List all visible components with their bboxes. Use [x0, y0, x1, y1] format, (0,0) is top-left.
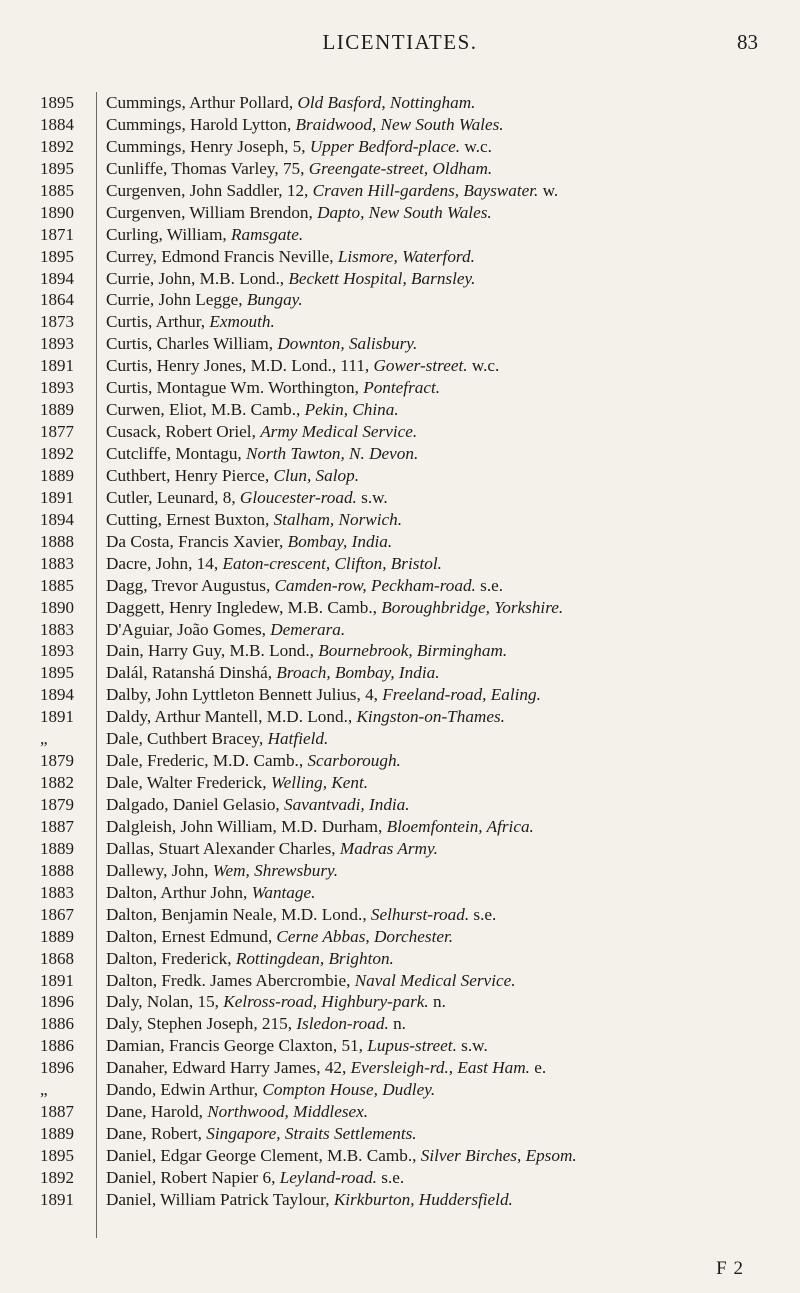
- entry-name: Dale, Walter Frederick,: [106, 773, 271, 793]
- entry-name: Daly, Stephen Joseph, 215,: [106, 1014, 297, 1034]
- list-item: [0, 1123, 800, 1145]
- entry-year: 1896: [40, 992, 74, 1012]
- list-item: [0, 597, 800, 619]
- entry-year: 1885: [40, 575, 74, 595]
- entry-text: [106, 1079, 788, 1101]
- entry-text: [106, 531, 788, 553]
- entry-address: Compton House, Dudley.: [262, 1080, 436, 1100]
- running-title: LICENTIATES.: [322, 30, 478, 54]
- entry-text: [106, 1167, 788, 1189]
- entry-year: 1864: [40, 290, 74, 310]
- entry-name: Dacre, John, 14,: [106, 553, 223, 573]
- entry-year: 1887: [40, 816, 74, 836]
- entry-name: Currie, John, M.B. Lond.,: [106, 268, 289, 288]
- entry-text: [106, 619, 788, 641]
- entry-text: [106, 1013, 788, 1035]
- list-item: [0, 904, 800, 926]
- entry-year: 1894: [40, 685, 74, 705]
- entry-year: 1877: [40, 422, 74, 442]
- entry-address: North Tawton, N. Devon.: [246, 444, 419, 463]
- entry-address: Naval Medical Service.: [354, 970, 516, 990]
- entry-address: Wem, Shrewsbury.: [212, 860, 339, 880]
- list-item: [0, 355, 800, 377]
- entry-name: Dalton, Frederick,: [106, 948, 236, 968]
- entry-address: Dapto, New South Wales.: [317, 202, 492, 222]
- entry-text: [106, 1123, 788, 1145]
- list-item: [0, 970, 800, 992]
- entry-year: 1879: [40, 795, 74, 814]
- entry-postal-district: n.: [388, 1014, 406, 1034]
- entry-postal-district: w.: [538, 180, 559, 200]
- entry-name: Curgenven, William Brendon,: [106, 202, 318, 222]
- list-item: [0, 948, 800, 970]
- entry-name: Curgenven, John Saddler, 12,: [106, 180, 313, 200]
- entry-year: 1871: [40, 224, 74, 244]
- list-item: [0, 860, 800, 882]
- entry-year: 1893: [40, 641, 74, 661]
- entry-name: Daniel, Edgar George Clement, M.B. Camb.,: [106, 1146, 421, 1165]
- entry-year: 1888: [40, 860, 74, 880]
- entry-name: Cummings, Henry Joseph, 5,: [106, 136, 310, 156]
- entry-year: 1868: [40, 948, 74, 968]
- list-item: [0, 377, 800, 399]
- entry-name: Curling, William,: [106, 224, 232, 244]
- entry-name: Daniel, Robert Napier 6,: [106, 1167, 280, 1187]
- entry-name: Da Costa, Francis Xavier,: [106, 531, 288, 551]
- entry-address: Exmouth.: [209, 312, 275, 332]
- entry-year: 1879: [40, 751, 74, 771]
- entry-text: [106, 509, 788, 531]
- list-item: [0, 838, 800, 860]
- entry-postal-district: e.: [529, 1058, 547, 1078]
- entry-year: 1895: [40, 93, 74, 112]
- entry-name: Currey, Edmond Francis Neville,: [106, 246, 338, 266]
- entry-name: Curtis, Charles William,: [106, 334, 278, 354]
- entry-address: Freeland-road, Ealing.: [382, 685, 541, 705]
- entry-address: Leyland-road.: [279, 1167, 377, 1187]
- list-item: [0, 333, 800, 355]
- entry-year: 1890: [40, 597, 74, 617]
- list-item: [0, 640, 800, 662]
- entry-year: 1884: [40, 114, 74, 134]
- list-item: [0, 487, 800, 509]
- entry-name: Dalál, Ratanshá Dinshá,: [106, 663, 277, 683]
- entry-name: Dando, Edwin Arthur,: [106, 1080, 263, 1100]
- entry-address: Army Medical Service.: [260, 422, 418, 442]
- entry-address: Bournebrook, Birmingham.: [318, 641, 508, 661]
- entry-address: Eversleigh-rd., East Ham.: [350, 1058, 530, 1078]
- entry-address: Welling, Kent.: [270, 773, 369, 793]
- entry-name: Cummings, Arthur Pollard,: [106, 93, 298, 112]
- entry-year: 1873: [40, 312, 74, 332]
- entry-year: 1882: [40, 773, 74, 793]
- list-item: [0, 289, 800, 311]
- entry-name: Dallewy, John,: [106, 860, 213, 880]
- entry-text: [106, 289, 788, 311]
- entry-text: [106, 136, 788, 158]
- list-item: [0, 662, 800, 684]
- entry-address: Pekin, China.: [304, 400, 399, 420]
- entry-text: [106, 750, 788, 772]
- entry-text: [106, 838, 788, 860]
- entry-address: Madras Army.: [339, 838, 438, 858]
- entry-text: [106, 333, 788, 355]
- entry-address: Northwood, Middlesex.: [207, 1102, 369, 1122]
- entry-text: [106, 948, 788, 970]
- entry-year: 1889: [40, 400, 74, 420]
- entry-name: Cuthbert, Henry Pierce,: [106, 465, 274, 485]
- entry-address: Camden-row, Peckham-road.: [274, 575, 476, 595]
- entry-year: 1893: [40, 334, 74, 354]
- entry-address: Wantage.: [251, 882, 316, 902]
- entry-name: Cutting, Ernest Buxton,: [106, 509, 274, 529]
- entry-name: Curtis, Arthur,: [106, 312, 210, 332]
- entry-name: Daggett, Henry Ingledew, M.B. Camb.,: [106, 597, 382, 617]
- entry-year: 1892: [40, 136, 74, 156]
- entry-text: [106, 465, 788, 487]
- entry-name: Dagg, Trevor Augustus,: [106, 575, 275, 595]
- entry-address: Clun, Salop.: [273, 465, 359, 485]
- entry-address: Hatfield.: [267, 729, 329, 749]
- list-item: [0, 575, 800, 597]
- entry-address: Bloemfontein, Africa.: [386, 816, 534, 836]
- entry-text: [106, 640, 788, 662]
- entry-year: „: [40, 1080, 48, 1100]
- entry-address: Craven Hill-gardens, Bayswater.: [312, 180, 539, 200]
- entry-year: 1892: [40, 444, 74, 463]
- entry-name: Danaher, Edward Harry James, 42,: [106, 1058, 351, 1078]
- entry-postal-district: w.c.: [460, 136, 492, 156]
- entry-year: 1889: [40, 926, 74, 946]
- entry-name: Damian, Francis George Claxton, 51,: [106, 1036, 368, 1056]
- entry-address: Boroughbridge, Yorkshire.: [381, 597, 564, 617]
- entry-year: 1889: [40, 465, 74, 485]
- entry-address: Beckett Hospital, Barnsley.: [288, 268, 476, 288]
- entry-address: Ramsgate.: [231, 224, 304, 244]
- entry-address: Gower-street.: [373, 356, 468, 376]
- entry-name: Curwen, Eliot, M.B. Camb.,: [106, 400, 305, 420]
- entry-year: 1888: [40, 531, 74, 551]
- entry-name: Curtis, Montague Wm. Worthington,: [106, 378, 364, 398]
- entry-address: Eaton-crescent, Clifton, Bristol.: [222, 553, 442, 573]
- entry-year: 1887: [40, 1102, 74, 1122]
- list-item: [0, 246, 800, 268]
- entry-year: 1891: [40, 1189, 74, 1209]
- entry-text: [106, 728, 788, 750]
- entry-year: 1886: [40, 1014, 74, 1034]
- entry-text: [106, 706, 788, 728]
- list-item: [0, 684, 800, 706]
- entry-text: [106, 772, 788, 794]
- signature-mark: F 2: [716, 1258, 744, 1279]
- entry-address: Isledon-road.: [296, 1014, 389, 1034]
- entry-text: [106, 246, 788, 268]
- entry-name: Dalgleish, John William, M.D. Durham,: [106, 816, 387, 836]
- list-item: [0, 465, 800, 487]
- entry-text: [106, 202, 788, 224]
- list-item: [0, 136, 800, 158]
- entry-year: 1893: [40, 378, 74, 398]
- entry-text: [106, 816, 788, 838]
- entry-address: Upper Bedford-place.: [309, 136, 461, 156]
- entry-text: [106, 1035, 788, 1057]
- entry-text: [106, 487, 788, 509]
- entry-text: [106, 597, 788, 619]
- list-item: [0, 1035, 800, 1057]
- entry-name: Dale, Cuthbert Bracey,: [106, 729, 268, 749]
- entry-year: 1886: [40, 1036, 74, 1056]
- entry-text: [106, 311, 788, 333]
- list-item: [0, 772, 800, 794]
- entry-year: 1892: [40, 1167, 74, 1187]
- entry-address: Bombay, India.: [287, 531, 393, 551]
- entry-postal-district: s.w.: [356, 487, 388, 507]
- list-item: [0, 706, 800, 728]
- entry-name: Cunliffe, Thomas Varley, 75,: [106, 158, 309, 178]
- entry-text: [106, 926, 788, 948]
- entry-address: Gloucester-road.: [239, 487, 357, 507]
- entry-name: Daly, Nolan, 15,: [106, 992, 224, 1012]
- list-item: [0, 816, 800, 838]
- entry-address: Singapore, Straits Settlements.: [206, 1124, 417, 1144]
- entry-name: Dane, Harold,: [106, 1102, 208, 1122]
- entry-name: D'Aguiar, João Gomes,: [106, 619, 271, 639]
- entry-year: 1891: [40, 970, 74, 990]
- list-item: [0, 728, 800, 750]
- entry-address: Kirkburton, Huddersfield.: [333, 1189, 513, 1209]
- licentiates-list: [0, 92, 800, 1211]
- page-number: 83: [737, 30, 758, 54]
- entry-postal-district: s.e.: [475, 575, 504, 595]
- entry-name: Currie, John Legge,: [106, 290, 247, 310]
- entry-year: 1883: [40, 619, 74, 639]
- entry-address: Demerara.: [270, 619, 346, 639]
- entry-address: Pontefract.: [363, 378, 441, 398]
- entry-address: Silver Birches, Epsom.: [420, 1146, 577, 1165]
- entry-name: Dane, Robert,: [106, 1124, 207, 1144]
- list-item: [0, 443, 800, 465]
- entry-address: Kelross-road, Highbury-park.: [223, 992, 429, 1012]
- entry-name: Dalton, Benjamin Neale, M.D. Lond.,: [106, 904, 371, 924]
- entry-text: [106, 684, 788, 706]
- entry-year: 1883: [40, 882, 74, 902]
- entry-name: Cutcliffe, Montagu,: [106, 444, 247, 463]
- entry-text: [106, 443, 788, 465]
- entry-name: Dalgado, Daniel Gelasio,: [106, 795, 285, 814]
- entry-year: 1891: [40, 356, 74, 376]
- entry-text: [106, 1057, 788, 1079]
- entry-text: [106, 377, 788, 399]
- entry-address: Savantvadi, India.: [284, 795, 410, 814]
- entry-name: Daniel, William Patrick Taylour,: [106, 1189, 334, 1209]
- entry-name: Dalby, John Lyttleton Bennett Julius, 4,: [106, 685, 383, 705]
- entry-text: [106, 355, 788, 377]
- entry-year: 1885: [40, 180, 74, 200]
- entry-address: Lupus-street.: [367, 1036, 457, 1056]
- entry-text: [106, 399, 788, 421]
- list-item: [0, 1189, 800, 1211]
- list-item: [0, 991, 800, 1013]
- entry-postal-district: s.w.: [456, 1036, 488, 1056]
- entry-name: Dalton, Fredk. James Abercrombie,: [106, 970, 355, 990]
- entry-text: [106, 991, 788, 1013]
- entry-text: [106, 860, 788, 882]
- entry-text: [106, 553, 788, 575]
- entry-year: 1889: [40, 838, 74, 858]
- entry-text: [106, 970, 788, 992]
- entry-year: „: [40, 729, 48, 749]
- entry-address: Cerne Abbas, Dorchester.: [276, 926, 454, 946]
- list-item: [0, 1079, 800, 1101]
- entry-text: [106, 1101, 788, 1123]
- list-item: [0, 1101, 800, 1123]
- entry-year: 1896: [40, 1058, 74, 1078]
- entry-address: Scarborough.: [307, 751, 401, 771]
- entry-year: 1867: [40, 904, 74, 924]
- entry-year: 1894: [40, 268, 74, 288]
- list-item: [0, 224, 800, 246]
- list-item: [0, 399, 800, 421]
- entry-year: 1895: [40, 663, 74, 683]
- entry-address: Bungay.: [246, 290, 303, 310]
- list-item: [0, 268, 800, 290]
- list-item: [0, 1013, 800, 1035]
- entry-name: Dain, Harry Guy, M.B. Lond.,: [106, 641, 319, 661]
- list-item: [0, 1167, 800, 1189]
- entry-address: Braidwood, New South Wales.: [295, 114, 504, 134]
- entry-year: 1894: [40, 509, 74, 529]
- list-item: [0, 202, 800, 224]
- list-item: [0, 421, 800, 443]
- entry-postal-district: s.e.: [469, 904, 497, 924]
- list-item: [0, 114, 800, 136]
- entry-address: Lismore, Waterford.: [337, 246, 475, 266]
- entry-text: [106, 794, 788, 816]
- list-item: [0, 794, 800, 816]
- list-item: [0, 553, 800, 575]
- entry-text: [106, 224, 788, 246]
- entry-address: Broach, Bombay, India.: [276, 663, 440, 683]
- entry-address: Kingston-on-Thames.: [356, 707, 505, 727]
- entry-text: [106, 575, 788, 597]
- entry-text: [106, 158, 788, 180]
- entry-text: [106, 421, 788, 443]
- entry-name: Dalton, Arthur John,: [106, 882, 252, 902]
- entry-year: 1895: [40, 158, 74, 178]
- entry-name: Cummings, Harold Lytton,: [106, 114, 296, 134]
- entry-name: Dallas, Stuart Alexander Charles,: [106, 838, 340, 858]
- list-item: [0, 1145, 800, 1167]
- entry-text: [106, 180, 788, 202]
- entry-name: Daldy, Arthur Mantell, M.D. Lond.,: [106, 707, 357, 727]
- list-item: [0, 158, 800, 180]
- entry-text: [106, 268, 788, 290]
- list-item: [0, 882, 800, 904]
- list-item: [0, 92, 800, 114]
- entry-year: 1891: [40, 487, 74, 507]
- entry-text: [106, 92, 788, 114]
- entry-text: [106, 662, 788, 684]
- list-item: [0, 926, 800, 948]
- list-item: [0, 619, 800, 641]
- entry-address: Downton, Salisbury.: [277, 334, 418, 354]
- entry-name: Curtis, Henry Jones, M.D. Lond., 111,: [106, 356, 374, 376]
- entry-text: [106, 1145, 788, 1167]
- list-item: [0, 509, 800, 531]
- entry-postal-district: s.e.: [376, 1167, 405, 1187]
- entry-address: Greengate-street, Oldham.: [308, 158, 493, 178]
- entry-postal-district: w.c.: [467, 356, 500, 376]
- page-header: [0, 30, 800, 70]
- entry-name: Dale, Frederic, M.D. Camb.,: [106, 751, 308, 771]
- entry-address: Rottingdean, Brighton.: [235, 948, 394, 968]
- entry-name: Dalton, Ernest Edmund,: [106, 926, 277, 946]
- entry-year: 1891: [40, 707, 74, 727]
- entry-address: Stalham, Norwich.: [273, 509, 403, 529]
- entry-address: Selhurst-road.: [370, 904, 470, 924]
- entry-text: [106, 1189, 788, 1211]
- entry-address: Old Basford, Nottingham.: [297, 93, 476, 112]
- entry-year: 1895: [40, 1146, 74, 1165]
- entry-name: Cusack, Robert Oriel,: [106, 422, 261, 442]
- entry-year: 1895: [40, 246, 74, 266]
- list-item: [0, 750, 800, 772]
- list-item: [0, 311, 800, 333]
- entry-text: [106, 882, 788, 904]
- entry-text: [106, 114, 788, 136]
- list-item: [0, 531, 800, 553]
- entry-text: [106, 904, 788, 926]
- entry-year: 1890: [40, 202, 74, 222]
- entry-name: Cutler, Leunard, 8,: [106, 487, 240, 507]
- entry-postal-district: n.: [428, 992, 446, 1012]
- list-item: [0, 1057, 800, 1079]
- entry-year: 1889: [40, 1124, 74, 1144]
- list-item: [0, 180, 800, 202]
- entry-year: 1883: [40, 553, 74, 573]
